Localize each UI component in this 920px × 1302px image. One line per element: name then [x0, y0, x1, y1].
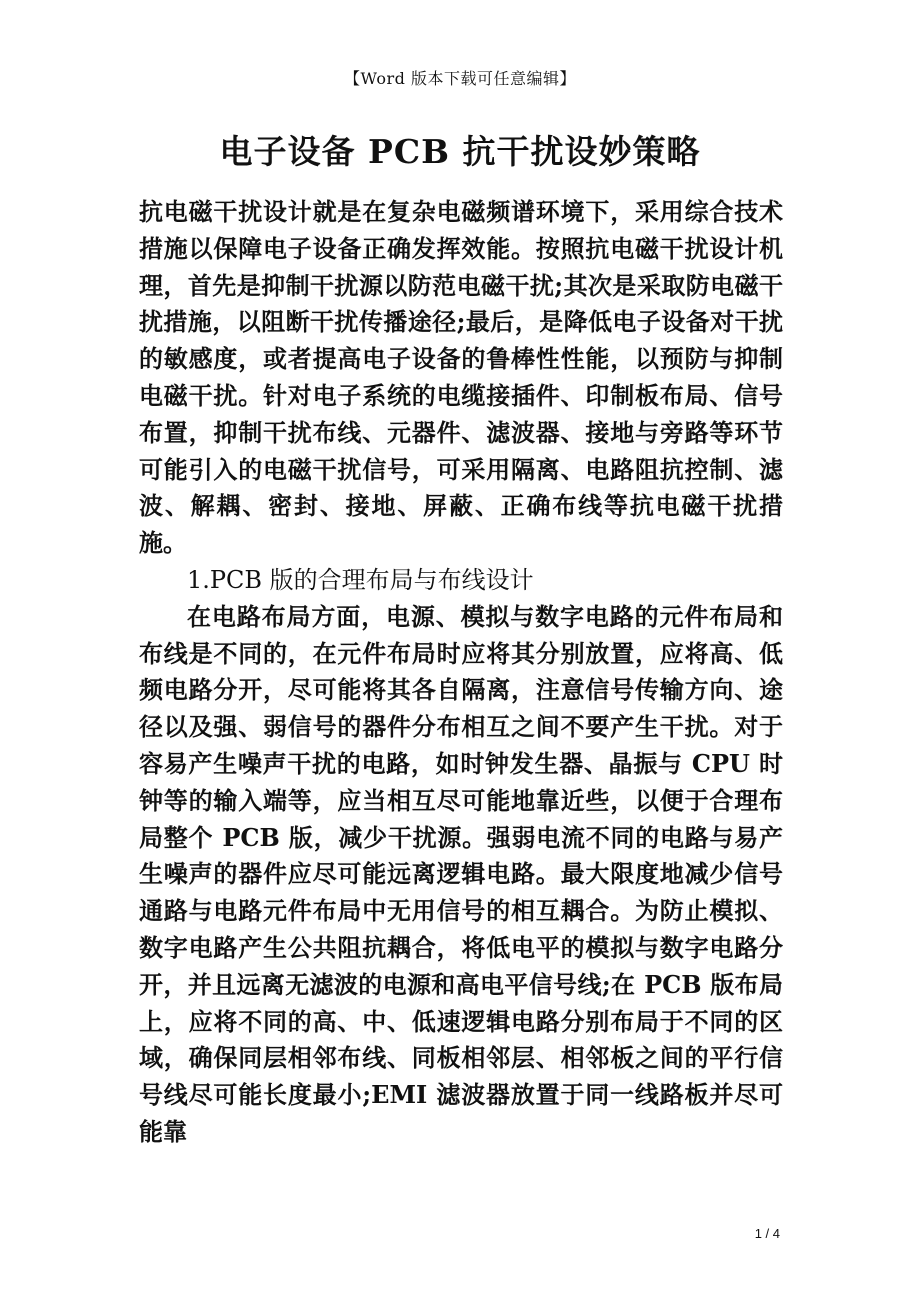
intro-paragraph: 抗电磁干扰设计就是在复杂电磁频谱环境下，采用综合技术措施以保障电子设备正确发挥效能。按照抗电磁干扰设计机理，首先是抑制干扰源以防范电磁干扰;其次是采取防电磁干扰措施，以阻断干扰传播途径;最后，是降低电子设备对干扰的敏感度，或者提高电子设备的鲁棒性性能，以预防与抑制电磁干扰。针对电子系统的电缆接插件、印制板布局、信号布置，抑制干扰布线、元器件、滤波器、接地与旁路等环节可能引入的电磁干扰信号，可采用隔离、电路阻抗控制、滤波、解耦、密封、接地、屏蔽、正确布线等抗电磁干扰措施。 [139, 197, 783, 558]
header-note: 【Word 版本下载可任意编辑】 [344, 69, 576, 88]
document-title: 电子设备 PCB 抗干扰设妙策略 [219, 132, 701, 171]
body-paragraph: 在电路布局方面，电源、模拟与数字电路的元件布局和布线是不同的，在元件布局时应将其分别放置，应将高、低频电路分开，尽可能将其各自隔离，注意信号传输方向、途径以及强、弱信号的器件分布相互之间不要产生干扰。对于容易产生噪声干扰的电路，如时钟发生器、晶振与 CPU 时钟等的输入端等，应当相互尽可能地靠近些，以便于合理布局整个 PCB 版，减少干扰源。强弱电流不同的电路与易产生噪声的器件应尽可能远离逻辑电路。最大限度地减少信号通路与电路元件布局中无用信号的相互耦合。为防止模拟、数字电路产生公共阻抗耦合，将低电平的模拟与数字电路分开，并且远离无滤波的电源和高电平信号线;在 PCB 版布局上，应将不同的高、中、低速逻辑电路分别布局于不同的区域，确保同层相邻布线、同板相邻层、相邻板之间的平行信号线尽可能长度最小;EMI 滤波器放置于同一线路板并尽可能靠 [139, 601, 783, 1146]
page-number: 1 / 4 [754, 1226, 780, 1241]
section-heading: 1.PCB 版的合理布局与布线设计 [187, 565, 534, 594]
document-body [139, 194, 783, 1151]
